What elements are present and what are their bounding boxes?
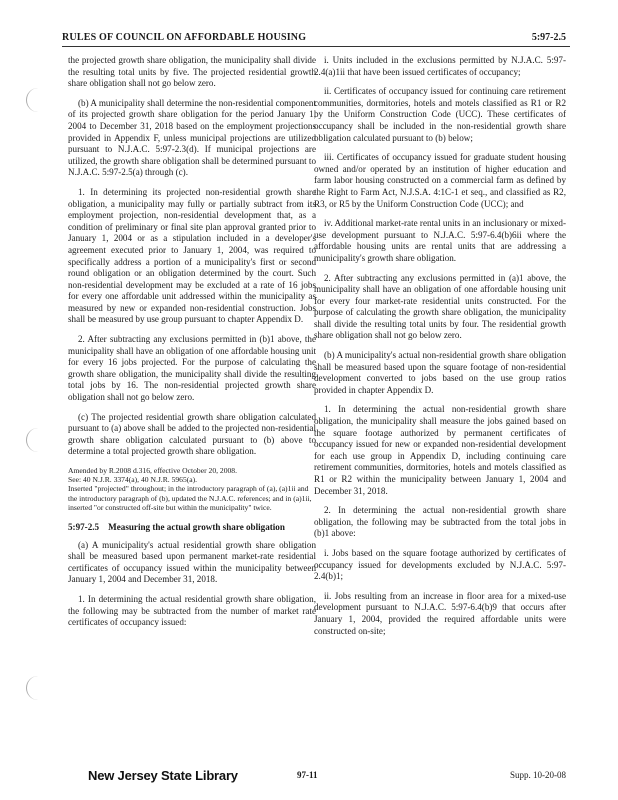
paragraph: (a) A municipality's actual residential growth share obligation shall be measured based upon permanent market-rate residential certificates of occupancy issued within the municipality between January 1, 2004 and December 31, 2018. bbox=[68, 539, 316, 585]
paragraph: (b) A municipality shall determine the non-residential component of its projected growth share obligation for the period January 1, 2004 to December 31, 2018 based on the employment projections provided in Appendix F, unless municipal projections are utilized pursuant to N.J.A.C. 5:97-2.3(d). If municipal projections are utilized, the growth share obligation shall be determined pursuant to N.J.A.C. 5:97-2.5(a) through (c). bbox=[68, 97, 316, 178]
paragraph: 2. After subtracting any exclusions permitted in (b)1 above, the municipality shall have an obligation of one affordable housing unit for every 16 jobs projected. For the purpose of calculating the growth share obligation, the municipality shall divide the resulting total jobs by 16. The non-residential projected growth share obligation shall not go below zero. bbox=[68, 334, 316, 403]
supplement-date: Supp. 10-20-08 bbox=[510, 770, 566, 780]
paragraph: 1. In determining the actual residential growth share obligation, the following may be subtracted from the number of market rate certificates of occupancy issued: bbox=[68, 593, 316, 628]
amendment-history: Amended by R.2008 d.316, effective October 20, 2008. See: 40 N.J.R. 3374(a), 40 N.J.R. 5965(a). Inserted "projected" throughout; in the introductory paragraph of (a), (a)1ii and the introductory paragraph of (b), updated the N.J.A.C. references; and in (a)1ii, inserted "or constructed off-site but within the municipality" twice. bbox=[68, 466, 312, 512]
section-number: 5:97-2.5 bbox=[68, 522, 100, 533]
punch-hole-mark bbox=[26, 428, 47, 452]
library-logo-text: New Jersey State Library bbox=[88, 768, 238, 783]
paragraph: 1. In determining the actual non-residential growth share obligation, the municipality shall measure the jobs gained based on the square footage authorized by permanent certificates of occupancy issued for new or expanded non-residential development for each use group in Appendix D, including continuing care retirement communities, dormitories, hotels and motels classified as R1 or R2 within the municipality between January 1, 2004 and December 31, 2018. bbox=[314, 404, 566, 496]
section-title: Measuring the actual growth share obligation bbox=[108, 522, 285, 533]
paragraph: iii. Certificates of occupancy issued for graduate student housing owned and/or operated by an institution of higher education and farm labor housing constructed on a commercial farm as defined by the Right to Farm Act, N.J.S.A. 4:1C-1 et seq., and classified as R2, R3, or R5 by the Uniform Construction Code (UCC); and bbox=[314, 152, 566, 209]
page-number: 97-11 bbox=[297, 770, 318, 780]
paragraph: ii. Jobs resulting from an increase in floor area for a mixed-use development pursuant to N.J.A.C. 5:97-6.4(b)9 that occurs after January 1, 2004, provided the required affordable units were constructed on-site; bbox=[314, 590, 566, 636]
running-header-title: RULES OF COUNCIL ON AFFORDABLE HOUSING bbox=[62, 32, 307, 43]
punch-hole-mark bbox=[26, 676, 47, 700]
paragraph: the projected growth share obligation, the municipality shall divide the resulting total units by five. The projected residential growth share obligation shall not go below zero. bbox=[68, 55, 316, 89]
running-header-section: 5:97-2.5 bbox=[531, 32, 566, 43]
paragraph: 2. In determining the actual non-residential growth share obligation, the following may be subtracted from the total jobs in (b)1 above: bbox=[314, 505, 566, 539]
punch-hole-mark bbox=[26, 88, 47, 112]
paragraph: (b) A municipality's actual non-residential growth share obligation shall be measured based upon the square footage of non-residential development converted to jobs based on the use group ratios provided in chapter Appendix D. bbox=[314, 350, 566, 395]
paragraph: ii. Certificates of occupancy issued for continuing care retirement communities, dormitories, hotels and motels classified as R1 or R2 by the Uniform Construction Code (UCC). These certificates of occupancy shall be included in the non-residential growth share obligation calculated pursuant to (b) below; bbox=[314, 86, 566, 143]
header-rule bbox=[62, 46, 570, 47]
paragraph: (c) The projected residential growth share obligation calculated pursuant to (a) above shall be added to the projected non-residential growth share obligation calculated pursuant to (b) above to determine a total projected growth share obligation. bbox=[68, 411, 316, 457]
right-column bbox=[314, 55, 566, 645]
paragraph: 2. After subtracting any exclusions permitted in (a)1 above, the municipality shall have an obligation of one affordable housing unit for every four market-rate residential units constructed. For the purpose of calculating the growth share obligation, the municipality shall divide the resulting total units by four. The residential growth share obligation shall not go below zero. bbox=[314, 272, 566, 341]
paragraph: 1. In determining its projected non-residential growth share obligation, a municipality may fully or partially subtract from its employment projection, non-residential development that, as a condition of preliminary or final site plan approval granted prior to January 1, 2004 or as a stipulation included in a developer's agreement executed prior to January 1, 2004, was required to specifically address a portion of a municipality's first or second round obligation or an obligation determined by the court. Such non-residential development may be excluded at a rate of 16 jobs for every one affordable unit addressed within the municipality as measured by new or expanded non-residential construction. Jobs shall be measured by use group pursuant to chapter Appendix D. bbox=[68, 186, 316, 325]
paragraph: iv. Additional market-rate rental units in an inclusionary or mixed-use development pursuant to N.J.A.C. 5:97-6.4(b)6ii where the affordable housing units are rental units that are addressing a municipality's growth share obligation. bbox=[314, 218, 566, 263]
paragraph: i. Jobs based on the square footage authorized by certificates of occupancy issued for developments excluded by N.J.A.C. 5:97-2.4(b)1; bbox=[314, 547, 566, 582]
left-column bbox=[68, 55, 316, 637]
paragraph: i. Units included in the exclusions permitted by N.J.A.C. 5:97-2.4(a)1ii that have been issued certificates of occupancy; bbox=[314, 55, 566, 77]
section-heading bbox=[68, 522, 316, 534]
